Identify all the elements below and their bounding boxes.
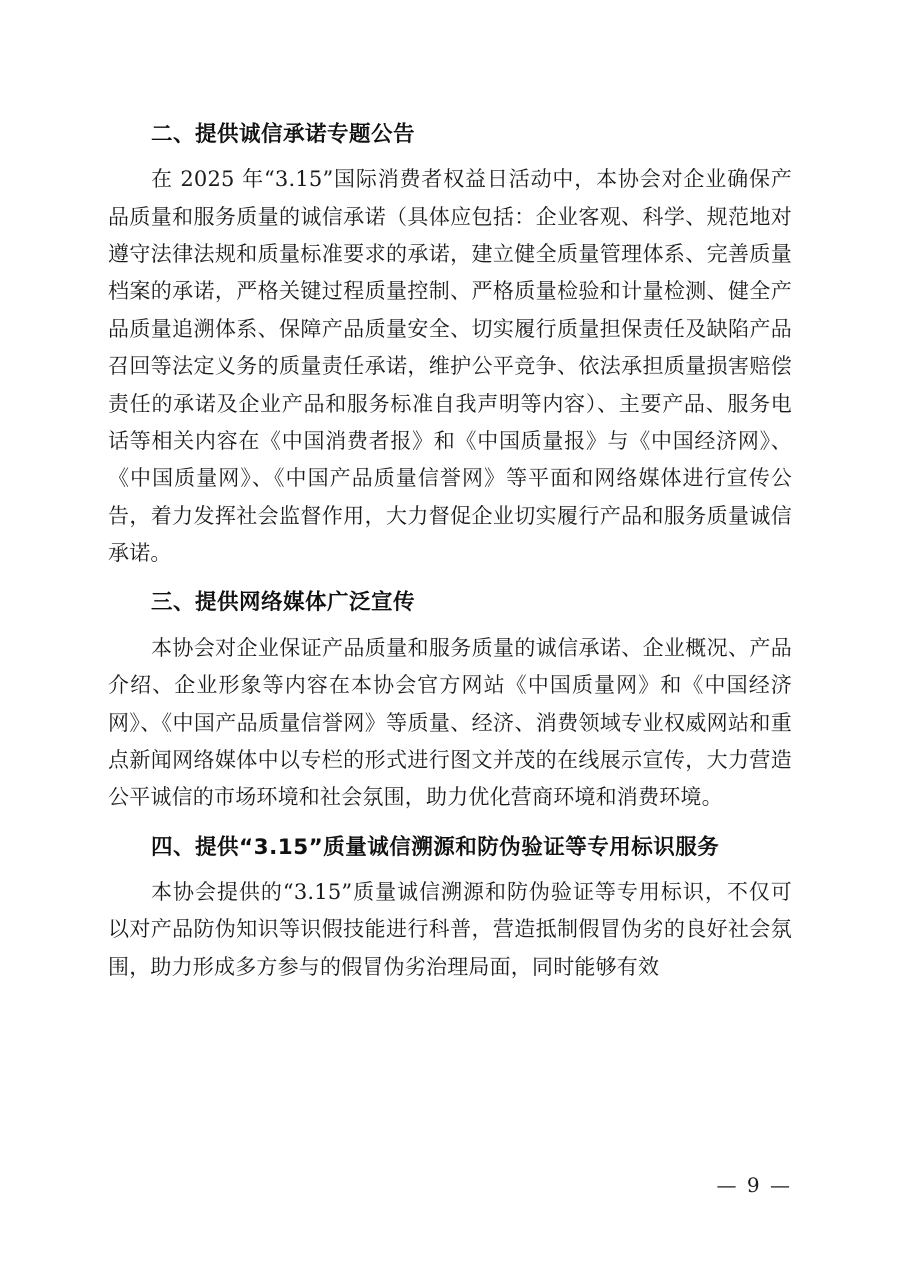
section-heading-three: 三、提供网络媒体广泛宣传 — [151, 590, 416, 616]
document-body — [108, 118, 792, 986]
paragraph-three: 本协会对企业保证产品质量和服务质量的诚信承诺、企业概况、产品介绍、企业形象等内容在本协会官方网站《中国质量网》和《中国经济网》、《中国产品质量信誉网》等质量、经济、消费领域专业权威网站和重点新闻网络媒体中以专栏的形式进行图文并茂的在线展示宣传，大力营造公平诚信的市场环境和社会氛围，助力优化营商环境和消费环境。 — [108, 635, 792, 810]
section-heading-four: 四、提供“3.15”质量诚信溯源和防伪验证等专用标识服务 — [151, 834, 720, 860]
section-heading-two: 二、提供诚信承诺专题公告 — [151, 122, 416, 147]
paragraph-two: 在 2025 年“3.15”国际消费者权益日活动中，本协会对企业确保产品质量和服务质量的诚信承诺（具体应包括：企业客观、科学、规范地对遵守法律法规和质量标准要求的承诺，建立健全质量管理体系、完善质量档案的承诺，严格关键过程质量控制、严格质量检验和计量检测、健全产品质量追溯体系、保障产品质量安全、切实履行质量担保责任及缺陷产品召回等法定义务的质量责任承诺，维护公平竞争、依法承担质量损害赔偿责任的承诺及企业产品和服务标准自我声明等内容）、主要产品、服务电话等相关内容在《中国消费者报》和《中国质量报》与《中国经济网》、《中国质量网》、《中国产品质量信誉网》等平面和网络媒体进行宣传公告，着力发挥社会监督作用，大力督促企业切实履行产品和服务质量诚信承诺。 — [108, 167, 792, 566]
page-number: — 9 — — [716, 1173, 792, 1197]
paragraph-four: 本协会提供的“3.15”质量诚信溯源和防伪验证等专用标识，不仅可以对产品防伪知识等识假技能进行科普，营造抵制假冒伪劣的良好社会氛围，助力形成多方参与的假冒伪劣治理局面，同时能够有效 — [108, 879, 792, 979]
